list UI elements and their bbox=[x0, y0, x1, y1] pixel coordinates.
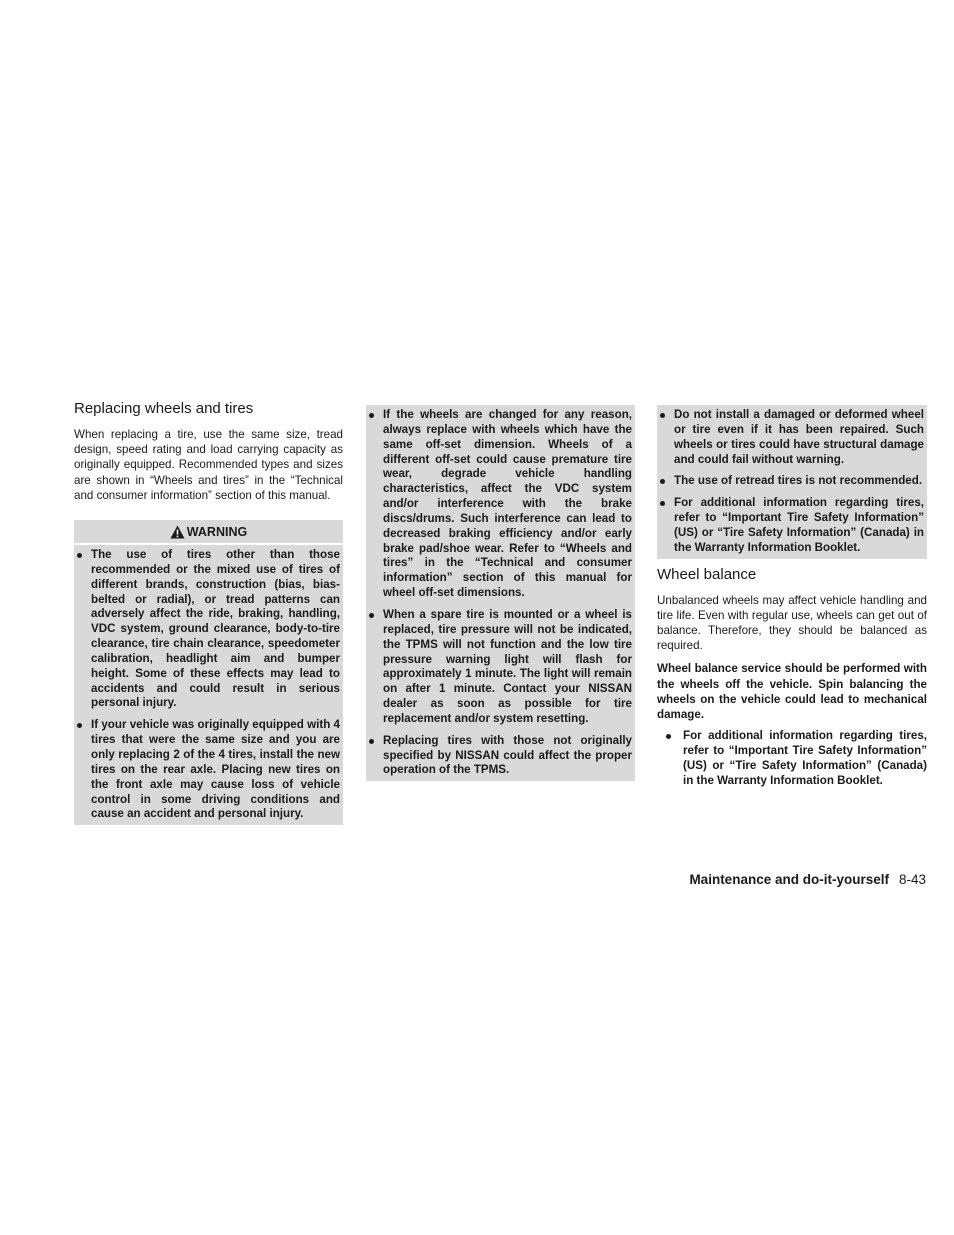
list-item: If your vehicle was originally equipped with 4 tires that were the same size and you are only replacing 2 of the 4 tires, install the new tires on the rear axle. Placing new tires on the front axle may cause loss of vehicle control in some driving conditions and cause an accident and personal injury. bbox=[74, 718, 340, 822]
bullet-icon bbox=[666, 734, 671, 739]
bullet-icon bbox=[660, 413, 665, 418]
bullet-icon bbox=[369, 613, 374, 618]
list-item: The use of retread tires is not recommended. bbox=[657, 474, 924, 489]
replacing-body: When replacing a tire, use the same size, tread design, speed rating and load carrying capacity as originally equipped. Recommended types and sizes are shown in “Wheels and tires” in the “Technical and consumer information” section of this manual. bbox=[74, 428, 343, 502]
page-footer bbox=[689, 871, 926, 889]
bullet-icon bbox=[369, 413, 374, 418]
bullet-icon bbox=[660, 479, 665, 484]
balance-list bbox=[657, 729, 927, 788]
warning-list-3 bbox=[657, 405, 927, 559]
column-2 bbox=[366, 405, 635, 781]
balance-body: Unbalanced wheels may affect vehicle handling and tire life. Even with regular use, wheels can get out of balance. Therefore, they should be balanced as required. bbox=[657, 593, 927, 653]
warning-list-2 bbox=[366, 405, 635, 781]
warning-triangle-icon bbox=[170, 525, 185, 539]
list-item: For additional information regarding tires, refer to “Important Tire Safety Information” (US) or “Tire Safety Information” (Canada) in the Warranty Information Booklet. bbox=[657, 729, 927, 788]
bullet-icon bbox=[77, 553, 82, 558]
list-item: For additional information regarding tires, refer to “Important Tire Safety Information” (US) or “Tire Safety Information” (Canada) in the Warranty Information Booklet. bbox=[657, 496, 924, 555]
list-item: If the wheels are changed for any reason, always replace with wheels which have the same off-set dimension. Wheels of a different off-set could cause premature tire wear, degrade vehicle handling characteristics, affect the VDC system and/or interference with the brake discs/drums. Such interference can lead to decreased braking efficiency and/or early brake pad/shoe wear. Refer to “Wheels and tires” in the “Technical and consumer information” section of this manual for wheel off-set dimensions. bbox=[366, 408, 632, 601]
footer-section-name: Maintenance and do-it-yourself bbox=[689, 872, 889, 887]
warning-continued-box-1 bbox=[366, 405, 635, 781]
list-item: When a spare tire is mounted or a wheel is replaced, tire pressure will not be indicated, the TPMS will not function and the low tire pressure warning light will flash for approximately 1 minute. The light will remain on after 1 minute. Contact your NISSAN dealer as soon as possible for tire replacement and/or system resetting. bbox=[366, 608, 632, 727]
column-3 bbox=[657, 405, 927, 789]
bullet-icon bbox=[660, 501, 665, 506]
bullet-icon bbox=[77, 723, 82, 728]
warning-list-1 bbox=[74, 545, 343, 825]
list-item: The use of tires other than those recommended or the mixed use of tires of different brands, construction (bias, bias-belted or radial), or tread patterns can adversely affect the ride, braking, handling, VDC system, ground clearance, body-to-tire clearance, tire chain clearance, speedometer calibration, headlight aim and bumper height. Some of these effects may lead to accidents and could result in serious personal injury. bbox=[74, 548, 340, 711]
list-item: Replacing tires with those not originally specified by NISSAN could affect the proper operation of the TPMS. bbox=[366, 734, 632, 779]
section-title-wheel-balance: Wheel balance bbox=[657, 565, 757, 583]
section-title-replacing: Replacing wheels and tires bbox=[74, 400, 254, 417]
warning-header bbox=[74, 520, 343, 545]
warning-box bbox=[74, 520, 343, 825]
bullet-icon bbox=[369, 739, 374, 744]
page-number: 8-43 bbox=[898, 872, 926, 887]
column-1 bbox=[74, 400, 343, 825]
balance-bold-note: Wheel balance service should be performed with the wheels off the vehicle. Spin balancing the wheels on the vehicle could lead to mechanical damage. bbox=[657, 662, 927, 722]
list-item: Do not install a damaged or deformed wheel or tire even if it has been repaired. Such wheels or tires could have structural damage and could fail without warning. bbox=[657, 408, 924, 467]
warning-label: WARNING bbox=[186, 525, 248, 540]
warning-continued-box-2 bbox=[657, 405, 927, 559]
